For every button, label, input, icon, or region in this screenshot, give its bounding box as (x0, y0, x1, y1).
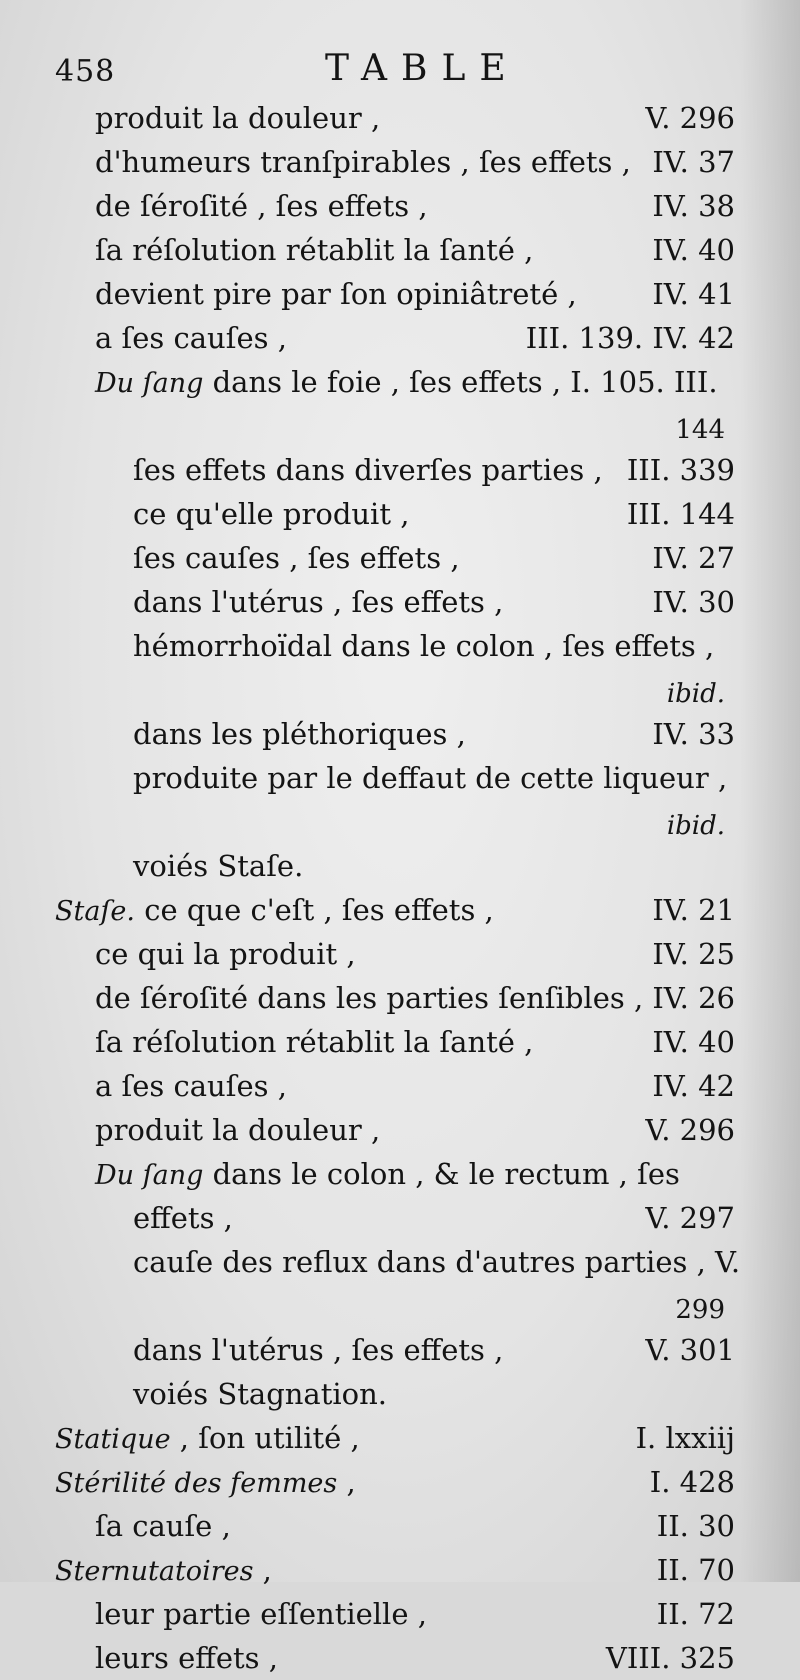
index-entry (55, 668, 735, 712)
entry-reference: V. 296 (645, 101, 735, 135)
entry-text (133, 492, 409, 536)
index-entry (55, 800, 735, 844)
entry-reference: IV. 21 (652, 893, 735, 927)
entry-text (95, 1064, 287, 1108)
index-entry (55, 756, 735, 800)
entry-description: ſa cauſe , (95, 1509, 231, 1543)
entry-description: , (253, 1553, 272, 1587)
index-entry (55, 360, 735, 404)
entry-description: ſa réſolution rétablit la ſanté , (95, 1025, 534, 1059)
index-entries (55, 96, 741, 1680)
entry-text (133, 448, 603, 492)
entry-text (95, 272, 577, 316)
entry-description: cauſe des reflux dans d'autres parties , V. (133, 1245, 741, 1279)
index-entry (55, 96, 735, 140)
entry-description: voiés Staſe. (133, 849, 304, 883)
index-entry (55, 448, 735, 492)
entry-description: produit la douleur , (95, 1113, 381, 1147)
entry-text (133, 712, 466, 756)
index-entry (55, 1108, 735, 1152)
index-entry (55, 1064, 735, 1108)
entry-reference: II. 30 (656, 1509, 735, 1543)
entry-text (133, 1240, 740, 1284)
entry-text (95, 316, 287, 360)
index-entry (55, 1416, 735, 1460)
entry-description: produit la douleur , (95, 101, 381, 135)
entry-reference: IV. 26 (652, 981, 735, 1015)
entry-description: produite par le deffaut de cette liqueur , (133, 761, 728, 795)
index-entry (55, 1196, 735, 1240)
entry-reference: 144 (675, 415, 725, 445)
entry-description: effets , (133, 1201, 233, 1235)
index-entry (55, 492, 735, 536)
entry-text (133, 756, 727, 800)
entry-text (133, 844, 303, 888)
index-entry (55, 1328, 735, 1372)
entry-reference: III. 139. IV. 42 (525, 321, 735, 355)
entry-description: ſa réſolution rétablit la ſanté , (95, 233, 534, 267)
entry-reference: II. 70 (656, 1553, 735, 1587)
entry-description: a ſes cauſes , (95, 321, 287, 355)
index-entry (55, 272, 735, 316)
entry-reference: III. 339 (626, 453, 735, 487)
entry-description: , (337, 1465, 356, 1499)
entry-text (95, 1592, 427, 1636)
entry-description: dans l'utérus , ſes effets , (133, 1333, 504, 1367)
index-entry (55, 580, 735, 624)
page-number: 458 (55, 54, 116, 89)
entry-reference: IV. 33 (652, 717, 735, 751)
entry-term: Sternutatoires (55, 1556, 254, 1587)
entry-reference: IV. 40 (652, 233, 735, 267)
entry-term: Stérilité des femmes (55, 1468, 338, 1499)
index-entry (55, 1592, 735, 1636)
entry-text (95, 1504, 231, 1548)
entry-reference: VIII. 325 (605, 1641, 735, 1675)
entry-text (95, 1108, 380, 1152)
entry-text (95, 96, 380, 140)
entry-reference: V. 301 (645, 1333, 735, 1367)
entry-description: de ſéroſité dans les parties ſenſibles , (95, 981, 644, 1015)
entry-reference: IV. 37 (652, 145, 735, 179)
entry-text (95, 932, 356, 976)
entry-description: dans le colon , & le rectum , ſes (203, 1157, 680, 1191)
index-entry (55, 1548, 735, 1592)
entry-term: Staſe. (55, 896, 135, 927)
entry-term: Statique (55, 1424, 171, 1455)
entry-text (95, 184, 428, 228)
entry-text (55, 1460, 356, 1506)
entry-text (95, 140, 631, 184)
entry-reference: IV. 25 (652, 937, 735, 971)
entry-text (95, 976, 643, 1020)
entry-description: d'humeurs tranſpirables , ſes effets , (95, 145, 631, 179)
entry-description: devient pire par ſon opiniâtreté , (95, 277, 577, 311)
entry-text (95, 1020, 533, 1064)
index-entry (55, 228, 735, 272)
entry-text (133, 1328, 503, 1372)
index-entry (55, 536, 735, 580)
entry-reference: IV. 30 (652, 585, 735, 619)
entry-description: ce qui la produit , (95, 937, 356, 971)
index-entry (55, 1020, 735, 1064)
index-entry (55, 1152, 735, 1196)
entry-description: ſes effets dans diverſes parties , (133, 453, 603, 487)
index-entry (55, 712, 735, 756)
index-entry (55, 404, 735, 448)
entry-reference: ibid. (666, 679, 725, 709)
running-title: TABLE (325, 48, 520, 89)
entry-text (95, 1152, 680, 1198)
entry-text (133, 1372, 387, 1416)
entry-text (55, 1416, 360, 1462)
entry-text (55, 888, 494, 934)
entry-text (95, 1636, 278, 1680)
entry-description: leurs effets , (95, 1641, 278, 1675)
index-entry (55, 1240, 741, 1284)
entry-reference: IV. 27 (652, 541, 735, 575)
entry-term: Du ſang (95, 368, 204, 399)
entry-term: Du ſang (95, 1160, 204, 1191)
entry-reference: 299 (675, 1295, 725, 1325)
index-entry (55, 1460, 735, 1504)
index-entry (55, 140, 735, 184)
entry-description: dans les pléthoriques , (133, 717, 466, 751)
entry-text (133, 1196, 233, 1240)
page-header (55, 48, 755, 98)
entry-text (95, 228, 533, 272)
entry-reference: IV. 42 (652, 1069, 735, 1103)
index-entry (55, 1284, 735, 1328)
entry-description: ce que c'eſt , ſes effets , (135, 893, 494, 927)
entry-text (95, 360, 718, 406)
entry-description: de ſéroſité , ſes effets , (95, 189, 428, 223)
entry-reference: I. lxxiij (635, 1421, 735, 1455)
entry-description: hémorrhoïdal dans le colon , ſes effets , (133, 629, 715, 663)
entry-text (133, 536, 460, 580)
index-entry (55, 624, 735, 668)
entry-description: voiés Stagnation. (133, 1377, 388, 1411)
entry-reference: V. 296 (645, 1113, 735, 1147)
entry-description: dans le foie , ſes effets , I. 105. III. (203, 365, 718, 399)
entry-description: ſes cauſes , ſes effets , (133, 541, 460, 575)
index-entry (55, 184, 735, 228)
entry-reference: I. 428 (649, 1465, 735, 1499)
entry-description: , ſon utilité , (170, 1421, 360, 1455)
entry-reference: II. 72 (656, 1597, 735, 1631)
entry-text (133, 580, 503, 624)
index-entry (55, 932, 735, 976)
entry-reference: ibid. (666, 811, 725, 841)
entry-reference: IV. 38 (652, 189, 735, 223)
entry-reference: V. 297 (645, 1201, 735, 1235)
entry-description: dans l'utérus , ſes effets , (133, 585, 504, 619)
index-entry (55, 888, 735, 932)
entry-reference: IV. 40 (652, 1025, 735, 1059)
index-entry (55, 844, 735, 888)
entry-description: ce qu'elle produit , (133, 497, 410, 531)
entry-reference: IV. 41 (652, 277, 735, 311)
index-entry (55, 1372, 735, 1416)
entry-description: a ſes cauſes , (95, 1069, 287, 1103)
entry-description: leur partie eſſentielle , (95, 1597, 427, 1631)
entry-text (133, 624, 714, 668)
index-entry (55, 1636, 735, 1680)
index-entry (55, 976, 735, 1020)
index-entry (55, 316, 735, 360)
entry-reference: III. 144 (626, 497, 735, 531)
entry-text (55, 1548, 272, 1594)
index-entry (55, 1504, 735, 1548)
